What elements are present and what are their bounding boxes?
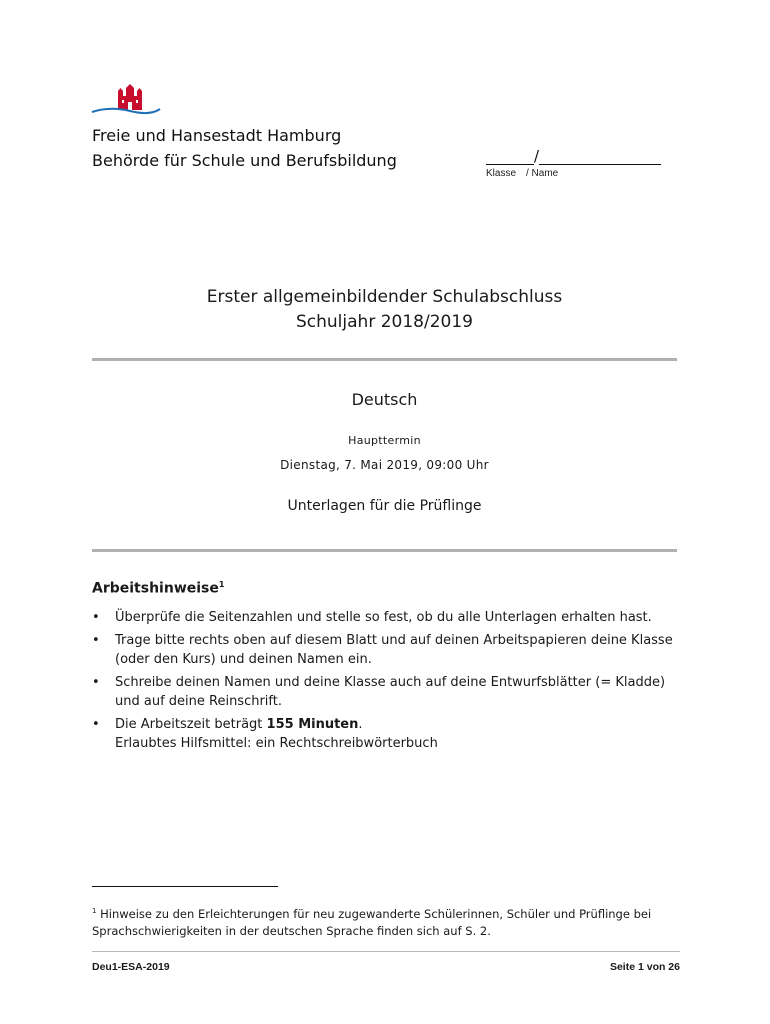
- document-code: Deu1-ESA-2019: [92, 961, 170, 973]
- exam-date: Dienstag, 7. Mai 2019, 09:00 Uhr: [280, 458, 489, 472]
- list-item: [92, 673, 682, 711]
- instruction-text: Überprüfe die Seitenzahlen und stelle so fest, ob du alle Unterlagen erhalten hast.: [115, 610, 652, 625]
- instruction-text: Die Arbeitszeit beträgt: [115, 717, 267, 732]
- name-caption: / Name: [526, 168, 559, 179]
- instructions-heading-text: Arbeitshinweise: [92, 580, 219, 597]
- authority-city: Freie und Hansestadt Hamburg: [92, 126, 342, 145]
- footnote-number: 1: [92, 907, 97, 915]
- bullet-icon: •: [92, 675, 100, 690]
- instructions-list: [92, 608, 682, 757]
- authority-department: Behörde für Schule und Berufsbildung: [92, 151, 397, 170]
- class-name-separator: /: [534, 147, 540, 165]
- footnote-rule: [92, 886, 278, 887]
- class-caption: Klasse: [486, 168, 517, 179]
- issuing-authority: [92, 123, 397, 173]
- school-year: Schuljahr 2018/2019: [296, 312, 473, 332]
- exam-termin: Haupttermin: [348, 434, 421, 447]
- bullet-icon: •: [92, 633, 100, 648]
- instructions-heading: [92, 580, 224, 597]
- class-name-caption: [486, 168, 558, 179]
- documents-label: Unterlagen für die Prüflinge: [287, 498, 482, 514]
- list-item: [92, 631, 682, 669]
- class-name-field[interactable]: [486, 147, 661, 165]
- bullet-icon: •: [92, 717, 100, 732]
- list-item: [92, 608, 682, 627]
- footer-rule: [92, 951, 680, 952]
- instruction-text: Trage bitte rechts oben auf diesem Blatt und auf deinen Arbeitspapieren deine Klasse (oder den Kurs) und deinen Namen ein.: [115, 633, 673, 667]
- footnote-text: Hinweise zu den Erleichterungen für neu zugewanderte Schülerinnen, Schüler und Prüflinge bei Sprachschwierigkeiten in der deutschen Sprache finden sich auf S. 2.: [92, 906, 652, 938]
- exam-title: Erster allgemeinbildender Schulabschluss: [206, 287, 563, 307]
- divider-top: [92, 358, 677, 361]
- allowed-aids: Erlaubtes Hilfsmittel: ein Rechtschreibwörterbuch: [115, 736, 438, 751]
- footnote: [92, 903, 682, 940]
- instruction-text: Schreibe deinen Namen und deine Klasse auch auf deine Entwurfsblätter (= Kladde) und auf deine Reinschrift.: [115, 675, 666, 709]
- divider-bottom: [92, 549, 677, 552]
- page-number: Seite 1 von 26: [609, 961, 680, 973]
- exam-subject: Deutsch: [351, 390, 418, 409]
- footnote-ref[interactable]: 1: [218, 580, 225, 589]
- name-blank[interactable]: [539, 148, 661, 165]
- working-time: 155 Minuten: [266, 717, 359, 732]
- bullet-icon: •: [92, 610, 100, 625]
- instruction-period: .: [358, 717, 363, 732]
- class-blank[interactable]: [486, 148, 534, 165]
- list-item: [92, 715, 682, 753]
- hamburg-castle-logo: [90, 84, 162, 118]
